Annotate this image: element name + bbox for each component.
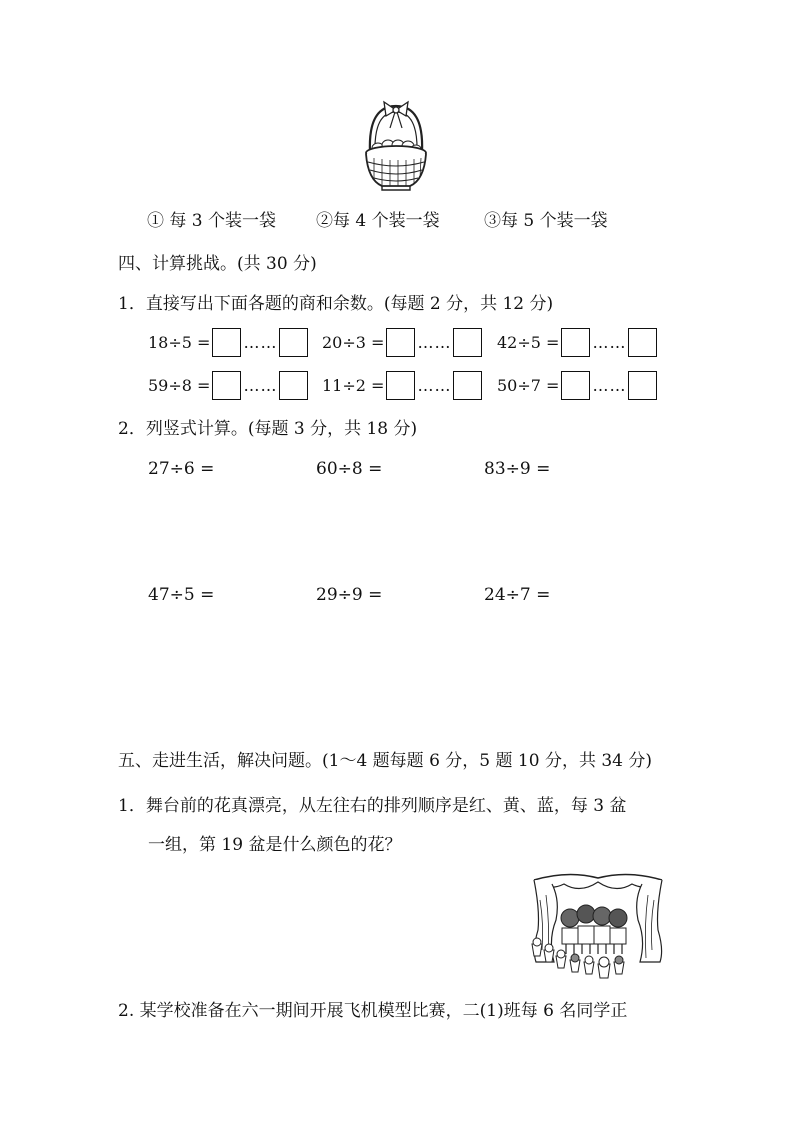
vertical-division-item: 83÷9 =: [484, 459, 551, 479]
section-4-q1-title: 1．直接写出下面各题的商和余数。(每题 2 分，共 12 分): [118, 294, 554, 314]
option-1: ① 每 3 个装一袋: [147, 211, 277, 231]
division-item: [148, 328, 308, 357]
vertical-division-item: 27÷6 =: [148, 459, 215, 479]
remainder-answer-box[interactable]: [453, 371, 482, 400]
vertical-division-item: 47÷5 =: [148, 585, 215, 605]
division-expression: 11÷2 =: [322, 376, 385, 395]
remainder-dots: ……: [243, 376, 278, 395]
division-item: [322, 328, 482, 357]
quotient-answer-box[interactable]: [561, 371, 590, 400]
section-4-q2-title: 2．列竖式计算。(每题 3 分，共 18 分): [118, 419, 418, 439]
vertical-division-item: 24÷7 =: [484, 585, 551, 605]
option-3: ③每 5 个装一袋: [484, 211, 608, 231]
division-expression: 59÷8 =: [148, 376, 211, 395]
division-expression: 50÷7 =: [497, 376, 560, 395]
quotient-answer-box[interactable]: [212, 328, 241, 357]
quotient-answer-box[interactable]: [386, 371, 415, 400]
quotient-answer-box[interactable]: [212, 371, 241, 400]
vertical-division-item: 60÷8 =: [316, 459, 383, 479]
remainder-dots: ……: [417, 376, 452, 395]
remainder-dots: ……: [243, 333, 278, 352]
section-5-title: 五、走进生活，解决问题。(1～4 题每题 6 分，5 题 10 分，共 34 分): [118, 751, 653, 771]
section-5-q2-line1: 2. 某学校准备在六一期间开展飞机模型比赛，二(1)班每 6 名同学正: [118, 1001, 628, 1021]
section-5-q1-line2: 一组，第 19 盆是什么颜色的花？: [148, 835, 402, 855]
remainder-answer-box[interactable]: [279, 328, 308, 357]
section-5-q1-line1: 1．舞台前的花真漂亮，从左往右的排列顺序是红、黄、蓝，每 3 盆: [118, 796, 627, 816]
remainder-dots: ……: [417, 333, 452, 352]
quotient-answer-box[interactable]: [386, 328, 415, 357]
option-2: ②每 4 个装一袋: [316, 211, 440, 231]
remainder-dots: ……: [592, 333, 627, 352]
egg-basket-icon: [360, 100, 432, 196]
vertical-division-item: 29÷9 =: [316, 585, 383, 605]
remainder-answer-box[interactable]: [279, 371, 308, 400]
division-expression: 18÷5 =: [148, 333, 211, 352]
division-item: [497, 371, 657, 400]
remainder-answer-box[interactable]: [628, 328, 657, 357]
quotient-answer-box[interactable]: [561, 328, 590, 357]
stage-flowers-illustration: [528, 870, 668, 994]
remainder-answer-box[interactable]: [453, 328, 482, 357]
division-item: [148, 371, 308, 400]
division-item: [497, 328, 657, 357]
section-4-title: 四、计算挑战。(共 30 分): [118, 254, 317, 274]
remainder-answer-box[interactable]: [628, 371, 657, 400]
division-item: [322, 371, 482, 400]
remainder-dots: ……: [592, 376, 627, 395]
division-expression: 20÷3 =: [322, 333, 385, 352]
division-expression: 42÷5 =: [497, 333, 560, 352]
